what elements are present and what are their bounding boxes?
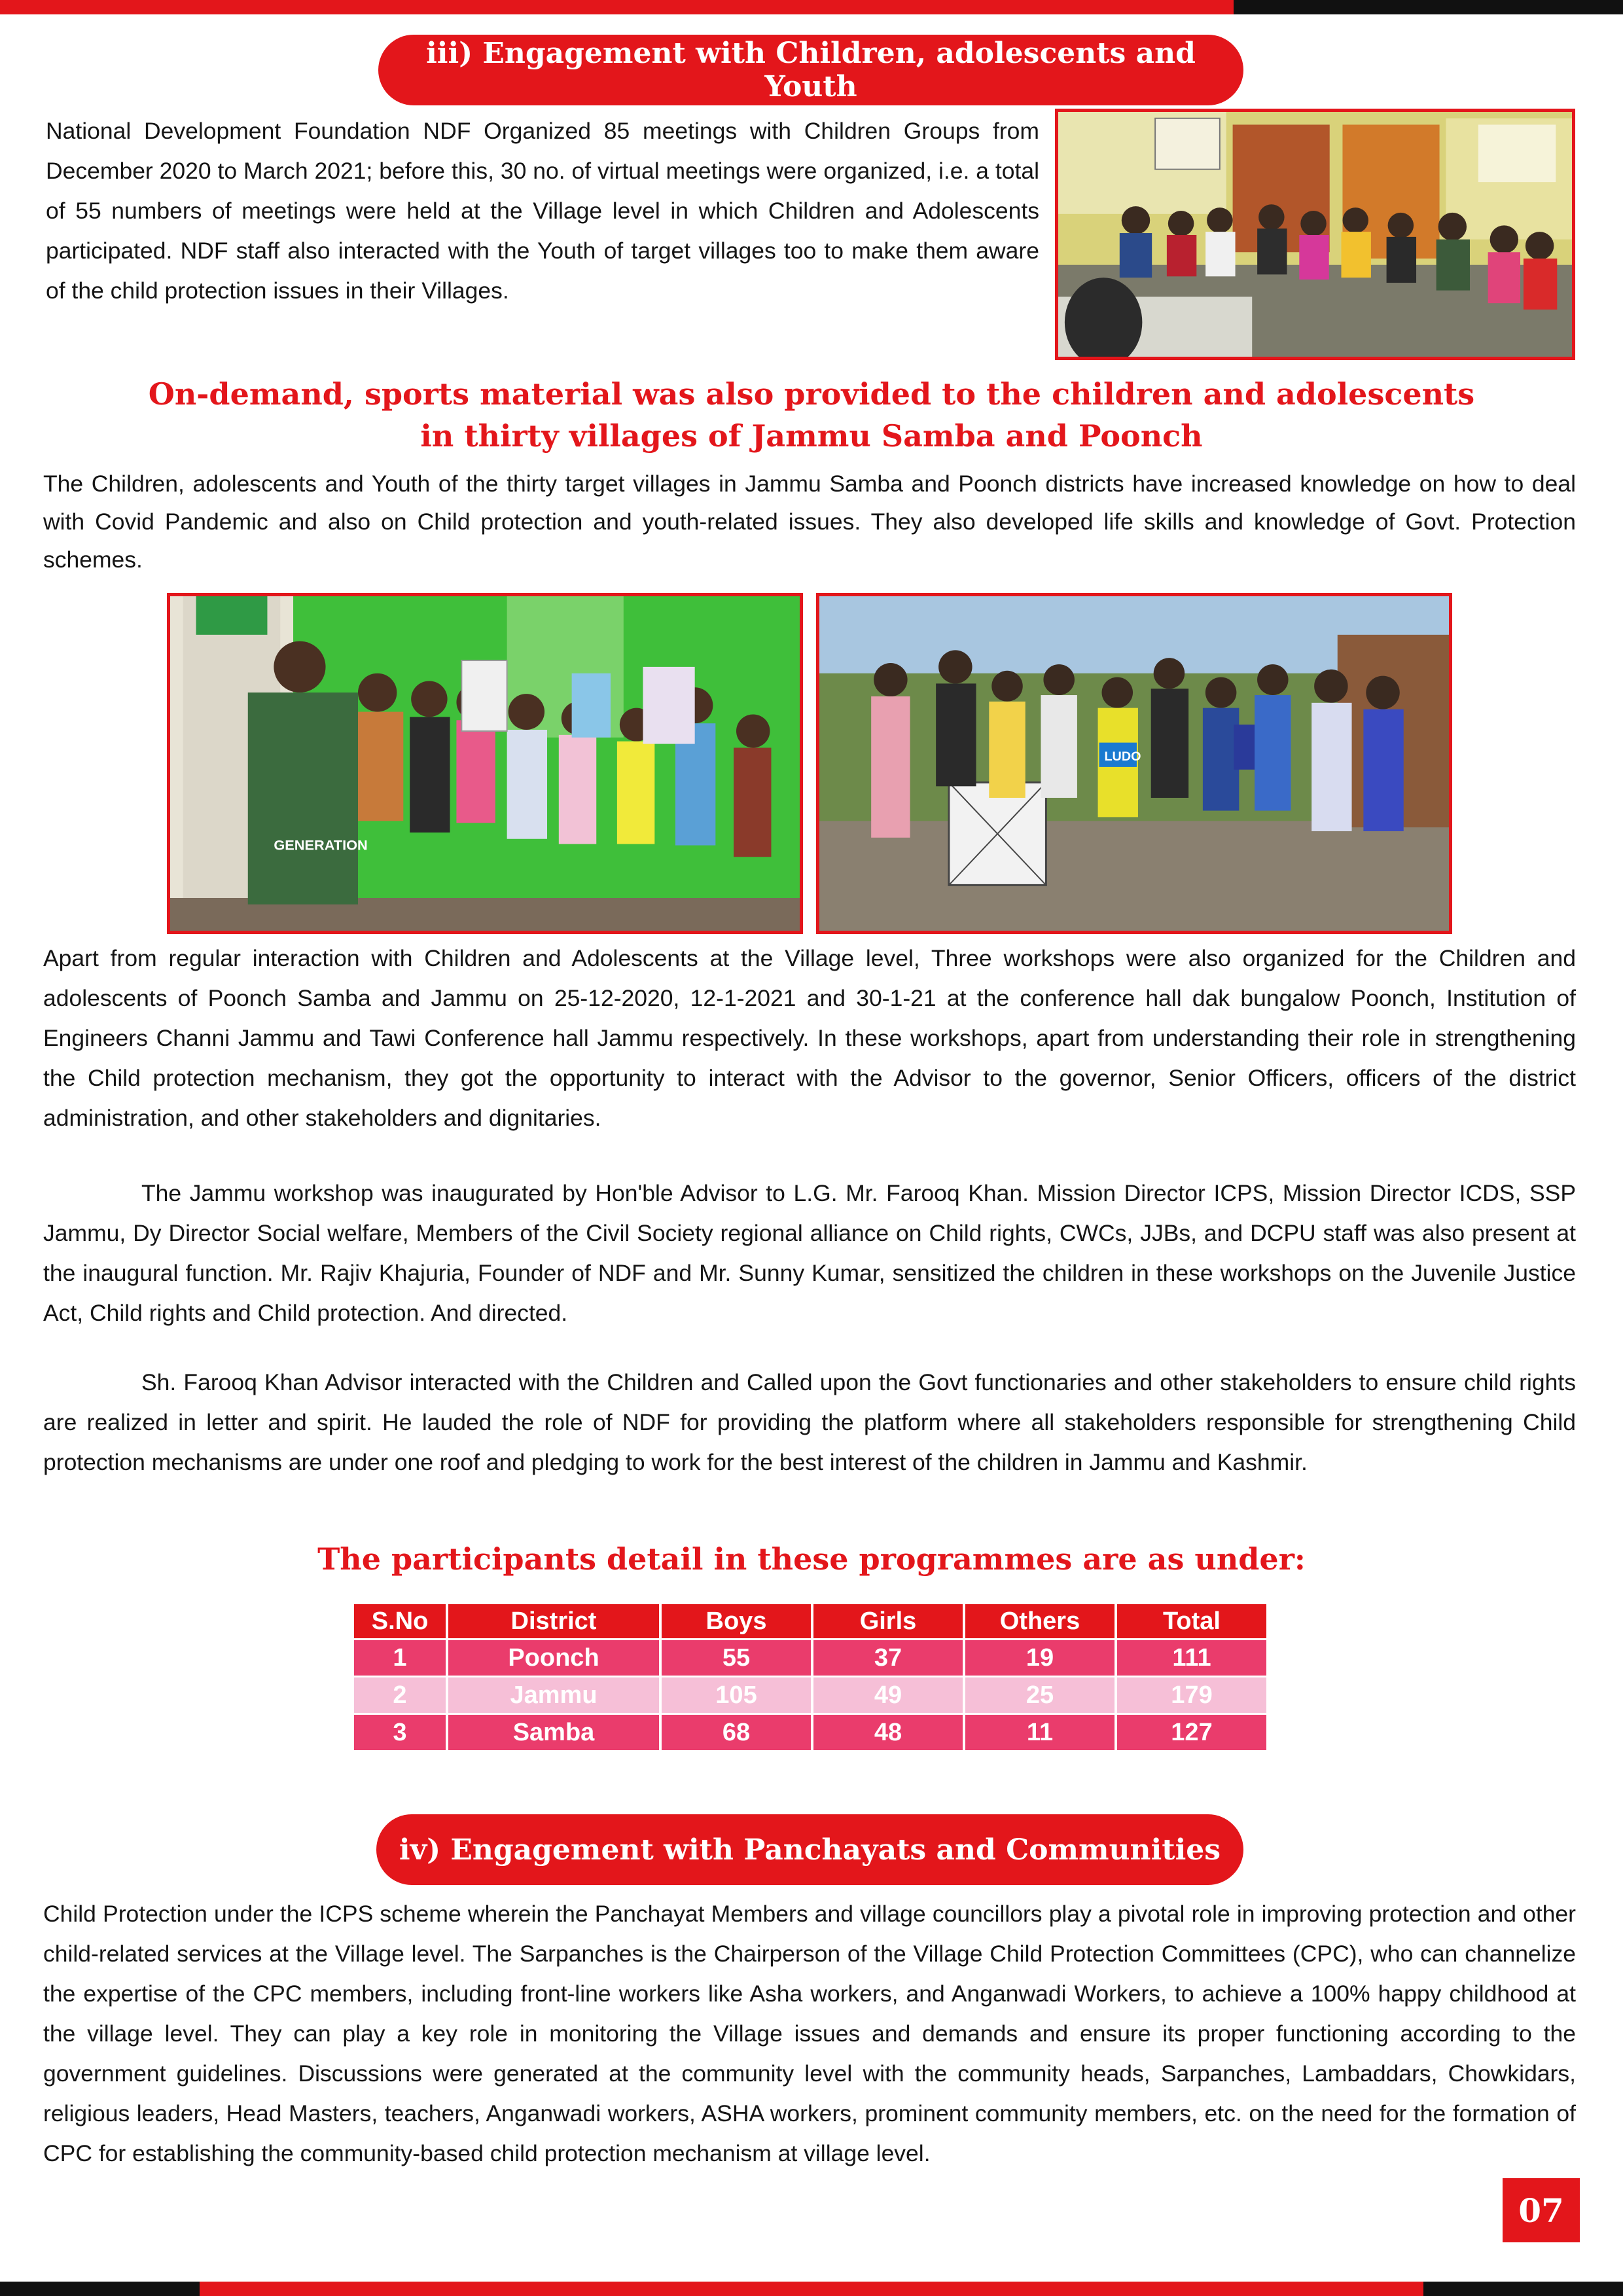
sports-material-photo-outdoor (816, 593, 1452, 934)
table-cell: 37 (813, 1640, 963, 1676)
column-header: Boys (662, 1604, 811, 1638)
table-cell: 68 (662, 1715, 811, 1750)
workshops-paragraph-2-text: The Jammu workshop was inaugurated by Hon'ble Advisor to L.G. Mr. Farooq Khan. Mission Director ICPS, Mission Director ICDS, SSP Jammu, Dy Director Social welfare, Members of the Civil Society regional alliance on Child rights, CWCs, JJBs, and DCPU staff was also present at the inaugural function. Mr. Rajiv Khajuria, Founder of NDF and Mr. Sunny Kumar, sensitized the children in these workshops on the Juvenile Justice Act, Child rights and Child protection. And directed. (43, 1180, 1576, 1326)
table-row (354, 1677, 1266, 1713)
section-iii-heading: iii) Engagement with Children, adolescents and Youth (378, 35, 1243, 105)
table-cell: Poonch (448, 1640, 659, 1676)
table-cell: 11 (965, 1715, 1115, 1750)
table-cell: 19 (965, 1640, 1115, 1676)
bottom-accent-bar (200, 2282, 1423, 2296)
bottom-dark-bar-right (1423, 2282, 1623, 2296)
table-cell: 111 (1117, 1640, 1266, 1676)
table-cell: 49 (813, 1677, 963, 1713)
table-cell: Jammu (448, 1677, 659, 1713)
participants-heading: The participants detail in these programmes are as under: (317, 1541, 1306, 1577)
table-row (354, 1640, 1266, 1676)
column-header: Girls (813, 1604, 963, 1638)
table-cell: 105 (662, 1677, 811, 1713)
bottom-dark-bar-left (0, 2282, 200, 2296)
table-row (354, 1715, 1266, 1750)
column-header: S.No (354, 1604, 446, 1638)
workshops-paragraph-1: Apart from regular interaction with Children and Adolescents at the Village level, Three workshops were also organized for the Children and adolescents of Poonch Samba and Jammu on 25-12-2020, 12-1-2021 and 30-1-21 at the conference hall dak bungalow Poonch, Institution of Engineers Channi Jammu and Tawi Conference hall Jammu respectively. In these workshops, apart from understanding their role in strengthening the Child protection mechanism, they got the opportunity to interact with the Advisor to the governor, Senior Officers, officers of the district administration, and other stakeholders and dignitaries. (43, 945, 1576, 1131)
column-header: Others (965, 1604, 1115, 1638)
workshops-paragraph-3 (43, 1363, 1576, 1482)
section-iii-intro: National Development Foundation NDF Organized 85 meetings with Children Groups from December 2020 to March 2021; before this, 30 no. of virtual meetings were organized, i.e. a total of 55 numbers of meetings were held at the Village level in which Children and Adolescents participated. NDF staff also interacted with the Youth of target villages too to make them aware of the child protection issues in their Villages. (46, 118, 1039, 304)
top-accent-bar (0, 0, 1234, 14)
section-iv-paragraph: Child Protection under the ICPS scheme wherein the Panchayat Members and village councillors play a pivotal role in improving protection and other child-related services at the Village level. The Sarpanches is the Chairperson of the Village Child Protection Committees (CPC), who can channelize the expertise of the CPC members, including front-line workers like Asha workers, and Anganwadi Workers, to achieve a 100% happy childhood at the village level. They can play a key role in monitoring the Village issues and demands and ensure its proper functioning according to the government guidelines. Discussions were generated at the community level with the community heads, Sarpanches, Lambaddars, Chowkidars, religious leaders, Head Masters, teachers, Anganwadi workers, ASHA workers, prominent community members, etc. on the need for the formation of CPC for establishing the community-based child protection mechanism at village level. (43, 1901, 1576, 2166)
sports-heading-line-2: in thirty villages of Jammu Samba and Poonch (420, 418, 1203, 454)
table-cell: 3 (354, 1715, 446, 1750)
participants-table (351, 1602, 1269, 1752)
generation-shirt-text: GENERATION (274, 836, 368, 853)
children-meeting-photo (1055, 109, 1575, 360)
workshops-paragraph-3-text: Sh. Farooq Khan Advisor interacted with the Children and Called upon the Govt functionaries and other stakeholders to ensure child rights are realized in letter and spirit. He lauded the role of NDF for providing the platform where all stakeholders responsible for strengthening Child protection mechanisms are under one roof and pledging to work for the best interest of the children in Jammu and Kashmir. (43, 1369, 1576, 1475)
table-cell: 2 (354, 1677, 446, 1713)
table-cell: 48 (813, 1715, 963, 1750)
table-cell: 1 (354, 1640, 446, 1676)
sports-material-photo-indoor (167, 593, 803, 934)
top-dark-bar (1234, 0, 1623, 14)
table-cell: 179 (1117, 1677, 1266, 1713)
page-number: 07 (1503, 2178, 1580, 2242)
sports-paragraph: The Children, adolescents and Youth of the thirty target villages in Jammu Samba and Poonch districts have increased knowledge on how to deal with Covid Pandemic and also on Child protection and youth-related issues. They also developed life skills and knowledge of Govt. Protection schemes. (43, 471, 1576, 573)
column-header: Total (1117, 1604, 1266, 1638)
column-header: District (448, 1604, 659, 1638)
table-cell: Samba (448, 1715, 659, 1750)
workshops-paragraph-2 (43, 1174, 1576, 1333)
section-iv-heading: iv) Engagement with Panchayats and Communities (376, 1814, 1243, 1885)
sports-material-heading (105, 373, 1518, 457)
ludo-board-text: LUDO (1104, 749, 1141, 764)
table-cell: 55 (662, 1640, 811, 1676)
participants-table-wrap (351, 1602, 1269, 1752)
table-header-row (354, 1604, 1266, 1638)
table-cell: 25 (965, 1677, 1115, 1713)
table-cell: 127 (1117, 1715, 1266, 1750)
sports-heading-line-1: On-demand, sports material was also provided to the children and adolescents (148, 376, 1475, 412)
